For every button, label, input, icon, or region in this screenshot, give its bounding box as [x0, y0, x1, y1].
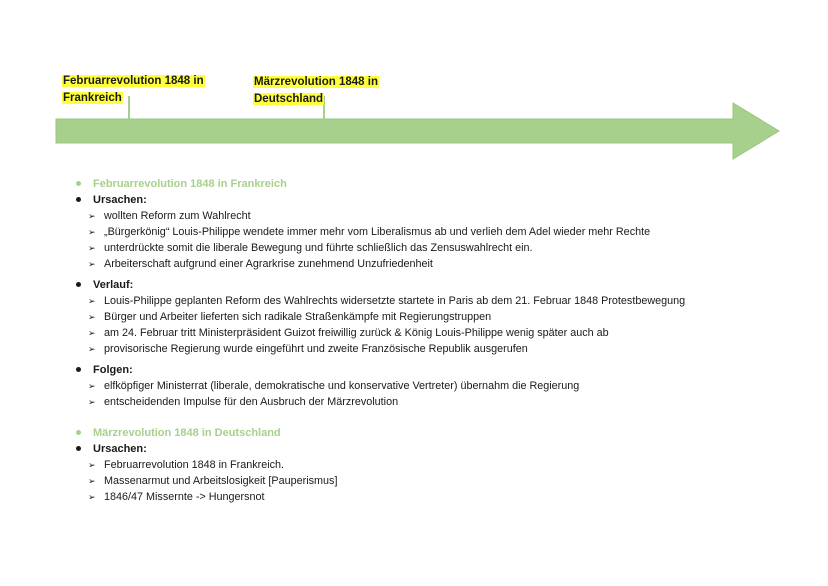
arrowhead-bullet-icon: ➢	[88, 243, 96, 253]
timeline-label-line: Februarrevolution 1848 in	[63, 75, 204, 87]
list-item: ➢ unterdrückte somit die liberale Bewegung und führte schließlich das Zensuswahlrecht ein.	[88, 242, 533, 254]
arrowhead-bullet-icon: ➢	[88, 296, 96, 306]
group-heading: Folgen:	[76, 364, 133, 376]
arrowhead-bullet-icon: ➢	[88, 211, 96, 221]
timeline-label-maerzrevolution	[253, 74, 379, 108]
list-item: ➢ Bürger und Arbeiter lieferten sich radikale Straßenkämpfe mit Regierungstruppen	[88, 311, 492, 323]
list-item: ➢ elfköpfiger Ministerrat (liberale, demokratische und konservative Vertreter) übernahm die Regierung	[88, 380, 580, 392]
timeline-label-line: Frankreich	[63, 92, 122, 104]
bullet-dot	[76, 197, 81, 202]
arrowhead-bullet-icon: ➢	[88, 312, 96, 322]
timeline-label-line: Märzrevolution 1848 in	[254, 76, 378, 88]
arrowhead-bullet-icon: ➢	[88, 397, 96, 407]
timeline	[0, 0, 828, 160]
arrowhead-bullet-icon: ➢	[88, 227, 96, 237]
list-item: ➢ Louis-Philippe geplanten Reform des Wahlrechts widersetzte startete in Paris ab dem 21. Februar 1848 Protestbewegung	[88, 295, 686, 307]
arrowhead-bullet-icon: ➢	[88, 460, 96, 470]
timeline-arrow-shape	[56, 103, 779, 159]
bullet-dot	[76, 181, 81, 186]
bullet-dot	[76, 282, 81, 287]
arrowhead-bullet-icon: ➢	[88, 492, 96, 502]
group-heading: Ursachen:	[76, 194, 147, 206]
group-heading: Ursachen:	[76, 443, 147, 455]
timeline-label-line: Deutschland	[254, 93, 324, 105]
list-item: ➢ entscheidenden Impulse für den Ausbruch der Märzrevolution	[88, 396, 399, 408]
bullet-dot	[76, 430, 81, 435]
list-item: ➢ am 24. Februar tritt Ministerpräsident Guizot freiwillig zurück & König Louis-Philippe wenig später auch ab	[88, 327, 609, 339]
list-item: ➢ „Bürgerkönig“ Louis-Philippe wendete immer mehr vom Liberalismus ab und verlieh dem Adel wieder mehr Rechte	[88, 226, 651, 238]
list-item: ➢ wollten Reform zum Wahlrecht	[88, 210, 251, 222]
list-item: ➢ provisorische Regierung wurde eingeführt und zweite Französische Republik ausgerufen	[88, 343, 528, 355]
timeline-label-februarrevolution	[62, 73, 205, 107]
section-title: Märzrevolution 1848 in Deutschland	[76, 427, 281, 439]
list-item: ➢ Massenarmut und Arbeitslosigkeit [Pauperismus]	[88, 475, 338, 487]
group-heading: Verlauf:	[76, 279, 133, 291]
bullet-dot	[76, 446, 81, 451]
bullet-dot	[76, 367, 81, 372]
list-item: ➢ Arbeiterschaft aufgrund einer Agrarkrise zunehmend Unzufriedenheit	[88, 258, 433, 270]
arrowhead-bullet-icon: ➢	[88, 259, 96, 269]
list-item: ➢ 1846/47 Missernte -> Hungersnot	[88, 491, 265, 503]
arrowhead-bullet-icon: ➢	[88, 381, 96, 391]
arrowhead-bullet-icon: ➢	[88, 476, 96, 486]
section-title: Februarrevolution 1848 in Frankreich	[76, 178, 287, 190]
arrowhead-bullet-icon: ➢	[88, 344, 96, 354]
arrowhead-bullet-icon: ➢	[88, 328, 96, 338]
list-item: ➢ Februarrevolution 1848 in Frankreich.	[88, 459, 285, 471]
